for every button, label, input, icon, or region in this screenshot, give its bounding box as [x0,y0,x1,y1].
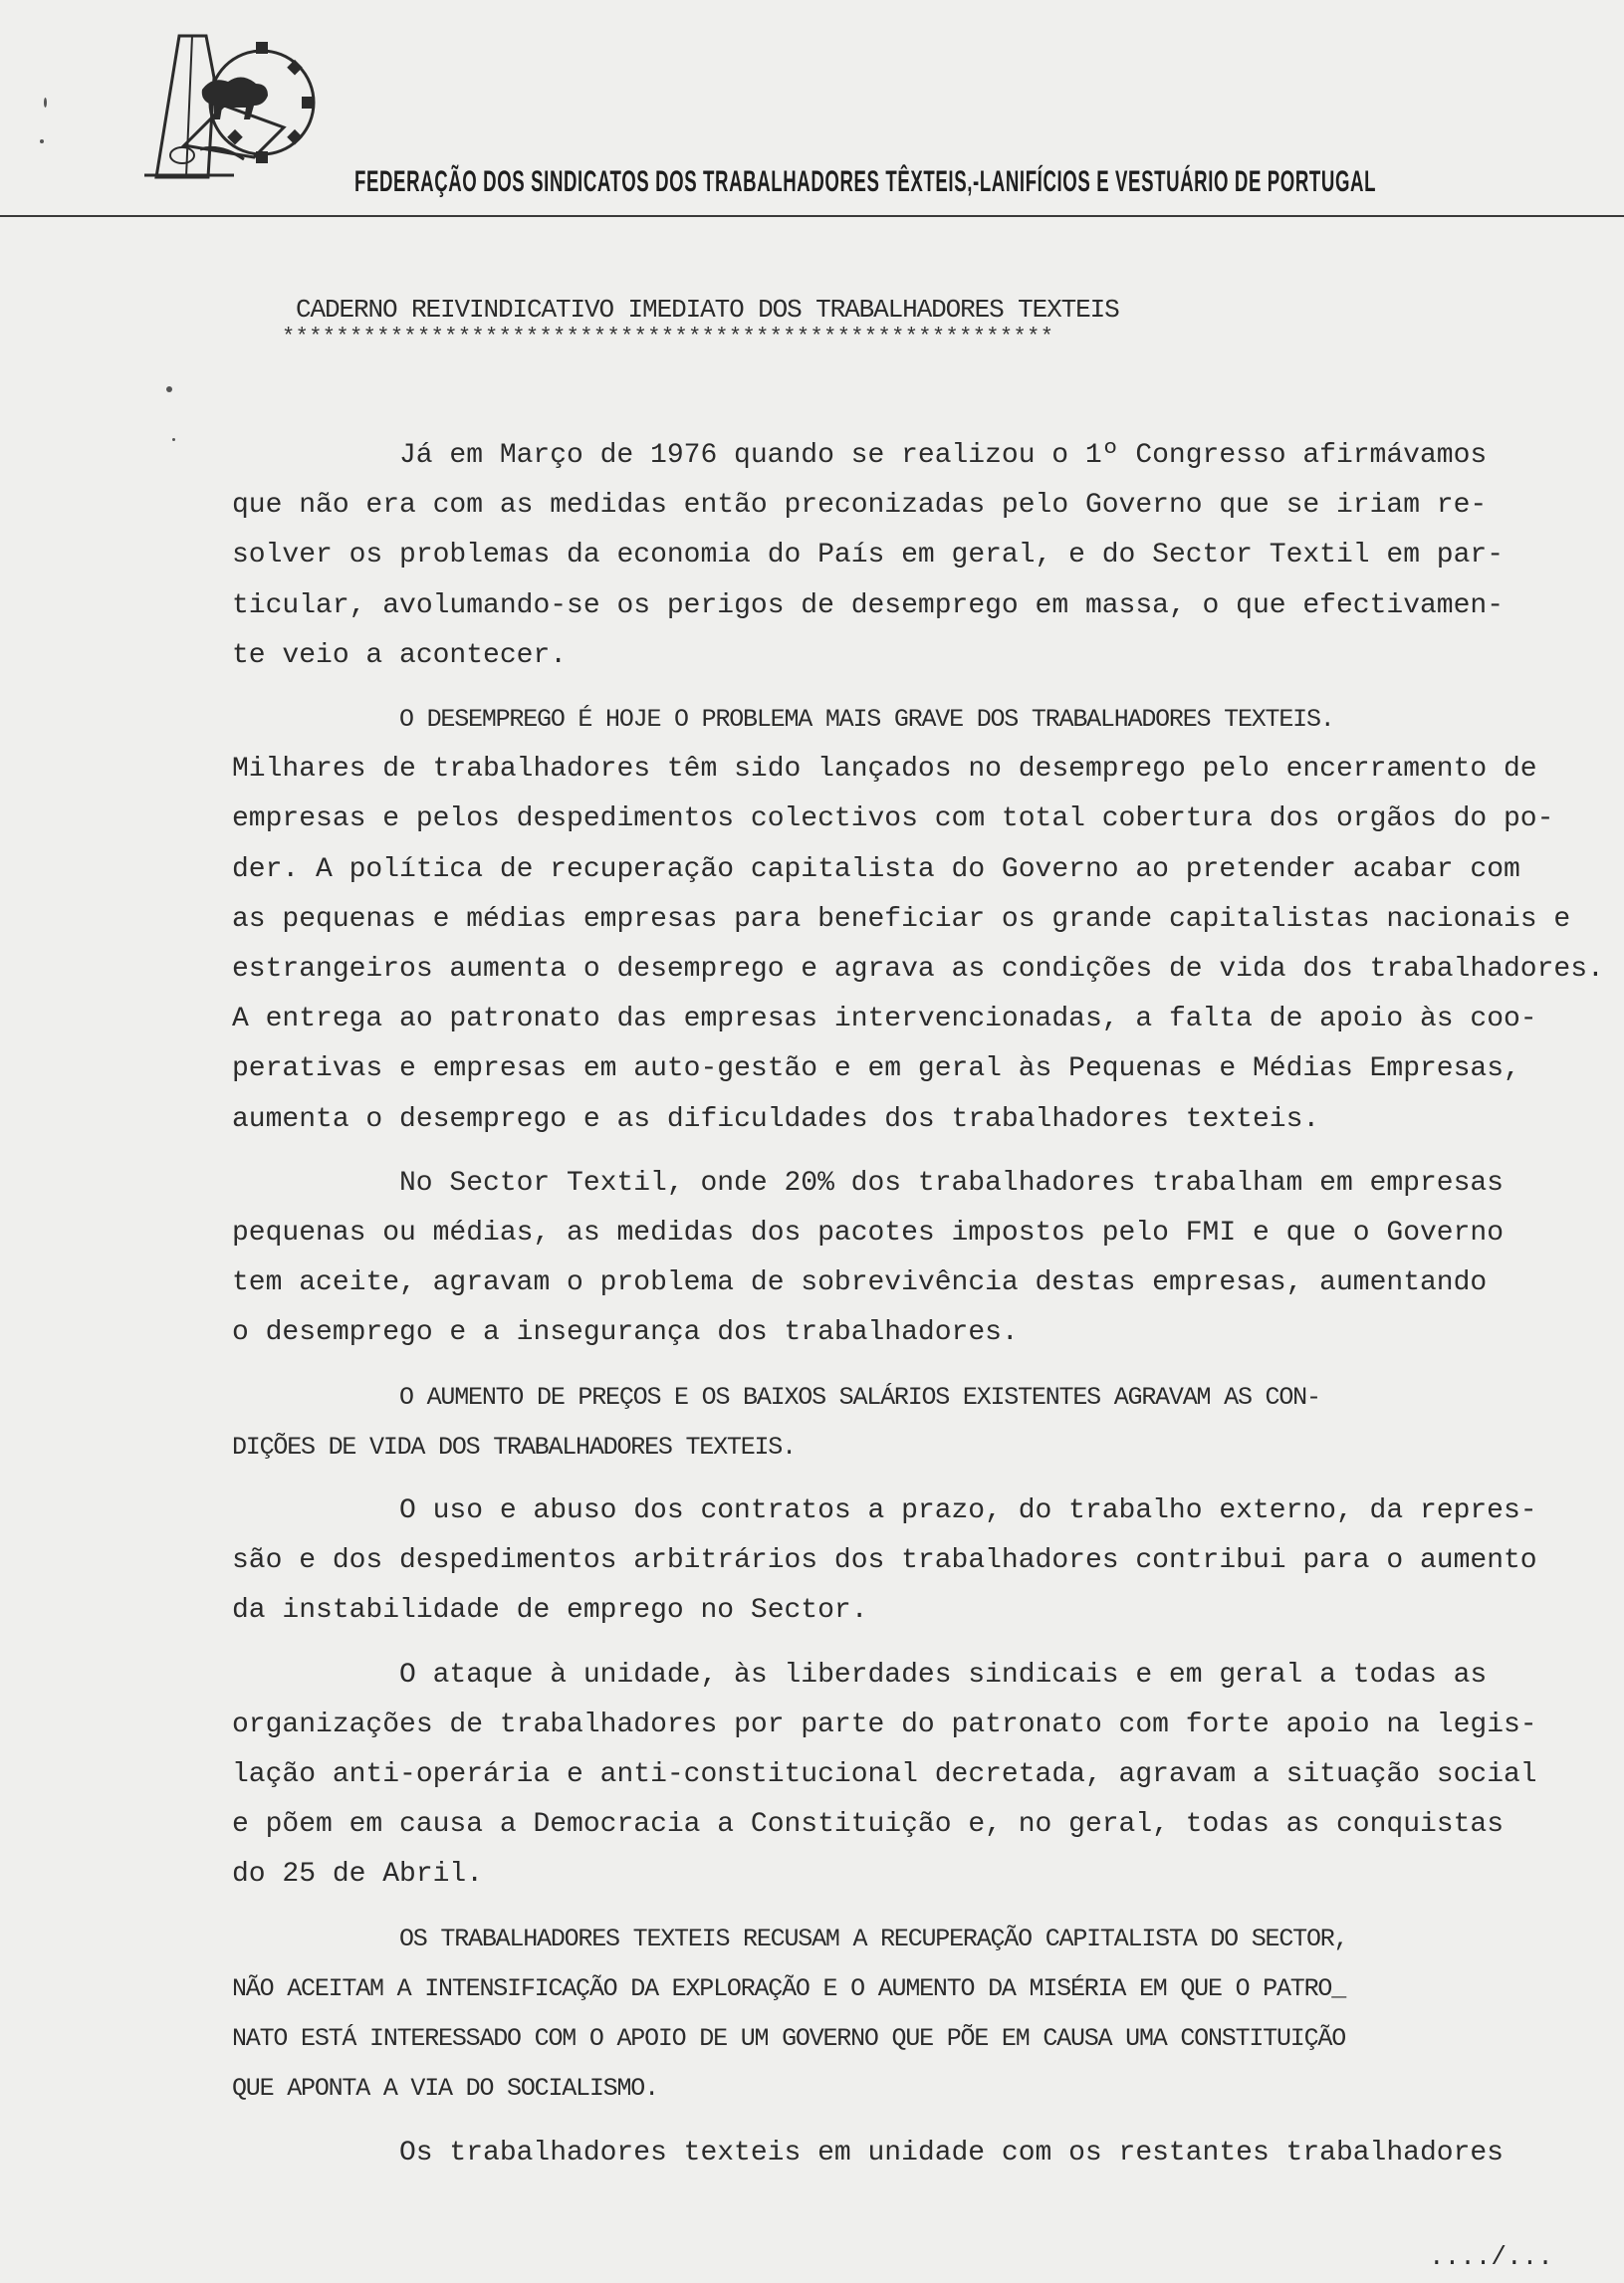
text-line: te veio a acontecer. [232,639,568,671]
text-line: da instabilidade de emprego no Sector. [232,1595,868,1627]
text-line: A entrega ao patronato das empresas intervencionadas, a falta de apoio às coo- [232,1004,1537,1035]
text-line: DIÇÕES DE VIDA DOS TRABALHADORES TEXTEIS. [232,1432,796,1462]
text-line: O AUMENTO DE PREÇOS E OS BAIXOS SALÁRIOS EXISTENTES AGRAVAM AS CON- [399,1382,1320,1412]
text-line: Os trabalhadores texteis em unidade com os restantes trabalhadores [399,2137,1504,2169]
text-line: O uso e abuso dos contratos a prazo, do trabalho externo, da repres- [399,1495,1537,1527]
text-line: QUE APONTA A VIA DO SOCIALISMO. [232,2074,658,2104]
continuation-marker: ..../... [1429,2242,1553,2272]
text-line: der. A política de recuperação capitalista do Governo ao pretender acabar com [232,853,1520,885]
document-title: CADERNO REIVINDICATIVO IMEDIATO DOS TRABALHADORES TEXTEIS [296,295,1119,325]
text-line: O DESEMPREGO É HOJE O PROBLEMA MAIS GRAVE DOS TRABALHADORES TEXTEIS. [399,705,1334,735]
text-line: o desemprego e a insegurança dos trabalhadores. [232,1317,1019,1349]
text-line: que não era com as medidas então preconizadas pelo Governo que se iriam re- [232,490,1488,522]
text-line: e põem em causa a Democracia a Constituição e, no geral, todas as conquistas [232,1809,1505,1841]
text-line: Milhares de trabalhadores têm sido lançados no desemprego pelo encerramento de [232,754,1537,786]
text-line: OS TRABALHADORES TEXTEIS RECUSAM A RECUPERAÇÃO CAPITALISTA DO SECTOR, [399,1924,1348,1953]
document-body [232,431,1606,2192]
text-line: aumenta o desemprego e as dificuldades dos trabalhadores texteis. [232,1103,1320,1135]
paragraph [232,1159,1606,1359]
paragraph [232,2129,1606,2178]
text-line: pequenas ou médias, as medidas dos pacotes impostos pelo FMI e que o Governo [232,1218,1505,1250]
text-line: NATO ESTÁ INTERESSADO COM O APOIO DE UM GOVERNO QUE PÕE EM CAUSA UMA CONSTITUIÇÃO [232,2024,1345,2054]
text-line: NÃO ACEITAM A INTENSIFICAÇÃO DA EXPLORAÇÃO E O AUMENTO DA MISÉRIA EM QUE O PATRO_ [232,1973,1345,2003]
text-line: estrangeiros aumenta o desemprego e agrava as condições de vida dos trabalhadores. [232,954,1604,986]
text-line: organizações de trabalhadores por parte do patronato com forte apoio na legis- [232,1709,1537,1740]
paragraph [232,1486,1606,1637]
paragraph [232,1373,1606,1473]
text-line: ticular, avolumando-se os perigos de desemprego em massa, o que efectivamen- [232,589,1505,621]
paragraph [232,1915,1606,2115]
paragraph [232,431,1606,681]
title-asterisk-underline: ********************************************************* [282,325,1054,349]
text-line: No Sector Textil, onde 20% dos trabalhadores trabalham em empresas [399,1167,1504,1199]
federation-logo [144,28,319,192]
text-line: tem aceite, agravam o problema de sobrevivência destas empresas, aumentando [232,1267,1488,1299]
text-line: do 25 de Abril. [232,1859,484,1891]
text-line: solver os problemas da economia do País em geral, e do Sector Textil em par- [232,540,1505,571]
header-rule [0,215,1624,217]
text-line: Já em Março de 1976 quando se realizou o 1º Congresso afirmávamos [399,440,1488,471]
text-line: O ataque à unidade, às liberdades sindicais e em geral a todas as [399,1659,1488,1691]
paragraph [232,1651,1606,1901]
organization-name: FEDERAÇÃO DOS SINDICATOS DOS TRABALHADORES TÊXTEIS,-LANIFÍCIOS E VESTUÁRIO DE PORTUGAL [354,165,1377,198]
text-line: as pequenas e médias empresas para beneficiar os grande capitalistas nacionais e [232,903,1571,935]
paragraph [232,695,1606,1145]
text-line: empresas e pelos despedimentos colectivos com total cobertura dos orgãos do po- [232,803,1554,835]
text-line: lação anti-operária e anti-constitucional decretada, agravam a situação social [232,1759,1537,1791]
text-line: são e dos despedimentos arbitrários dos trabalhadores contribui para o aumento [232,1545,1537,1577]
text-line: perativas e empresas em auto-gestão e em geral às Pequenas e Médias Empresas, [232,1053,1520,1085]
